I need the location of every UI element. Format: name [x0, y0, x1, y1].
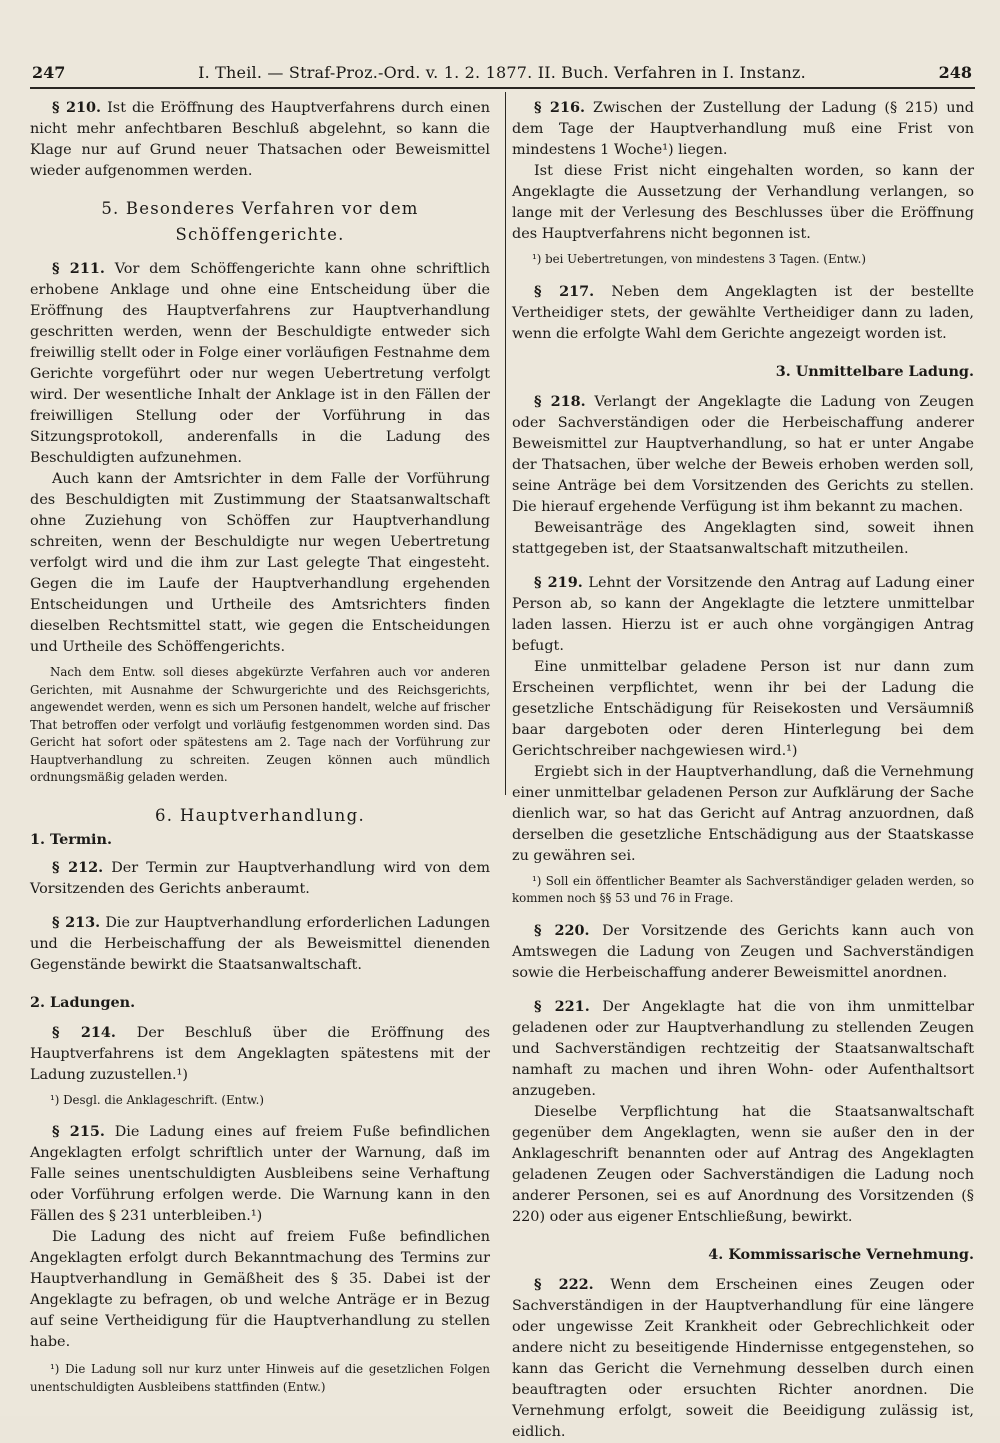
section-number: § 222.: [534, 1275, 594, 1293]
section-text: Die zur Hauptverhandlung erforderlichen Ladungen und die Herbeischaffung der als Beweismittel dienenden Gegenstände bewirkt die Staatsanwaltschaft.: [30, 914, 490, 973]
page-number-left: 247: [32, 63, 66, 82]
footnote-211: Nach dem Entw. soll dieses abgekürzte Verfahren auch vor anderen Gerichten, mit Ausnahme der Schwurgerichte und des Reichsgerichts, angewendet werden, wenn es sich um Personen handelt, welche auf frischer That betroffen oder verfolgt und vorläufig festgenommen worden sind. Das Gericht hat sofort oder spätestens am 2. Tage nach der Vorführung zur Hauptverhandlung zu schreiten. Zeugen können auch mündlich ordnungsmäßig geladen werden.: [30, 665, 490, 784]
section-220: [512, 920, 974, 984]
section-text: Vor dem Schöffengerichte kann ohne schriftlich erhobene Anklage und ohne eine Entscheidung über die Eröffnung des Hauptverfahrens zur Hauptverhandlung geschritten werden, wenn der Beschuldigte entweder sich freiwillig stellt oder in Folge einer vorläufigen Festnahme dem Gerichte vorgeführt oder nur wegen Uebertretung verfolgt wird. Der wesentliche Inhalt der Anklage ist in den Fällen der freiwilligen Stellung oder der Vorführung in das Sitzungsprotokoll, anderenfalls in die Ladung des Beschuldigten aufzunehmen.: [30, 261, 490, 466]
subheading-termin: 1. Termin.: [30, 830, 112, 848]
section-219-para3: Ergiebt sich in der Hauptverhandlung, daß die Vernehmung einer unmittelbar geladenen Person zur Aufklärung der Sache dienlich war, so hat das Gericht auf Antrag anzuordnen, daß derselben die gesetzliche Entschädigung aus der Staatskasse zu gewähren sei.: [512, 763, 974, 864]
section-number: § 217.: [534, 282, 595, 300]
section-222: [512, 1274, 974, 1443]
running-header: [32, 60, 972, 86]
section-text: Neben dem Angeklagten ist der bestellte Vertheidiger stets, der gewählte Vertheidiger dann zu laden, wenn die erfolgte Wahl dem Gerichte angezeigt worden ist.: [512, 283, 974, 342]
section-number: § 220.: [534, 921, 590, 939]
section-number: § 213.: [52, 913, 101, 931]
subheading-unmittelbare-ladung: 3. Unmittelbare Ladung.: [775, 362, 974, 380]
section-215-para2: Die Ladung des nicht auf freiem Fuße befindlichen Angeklagten erfolgt durch Bekanntmachung des Termins zur Hauptverhandlung in Gemäßheit des § 35. Dabei ist der Angeklagte zu befragen, ob und welche Anträge er in Bezug auf seine Vertheidigung für die Hauptverhandlung zu stellen habe.: [30, 1229, 490, 1350]
column-divider: [505, 92, 506, 795]
section-216-para2: Ist diese Frist nicht eingehalten worden, so kann der Angeklagte die Aussetzung der Verhandlung verlangen, so lange mit der Verlesung des Beschlusses über die Eröffnung des Hauptverfahrens nicht begonnen ist.: [512, 163, 974, 242]
right-column: [512, 97, 974, 1443]
section-text: Zwischen der Zustellung der Ladung (§ 215) und dem Tage der Hauptverhandlung muß eine Frist von mindestens 1 Woche¹) liegen.: [512, 100, 974, 158]
section-text: Ist die Eröffnung des Hauptverfahrens durch einen nicht mehr anfechtbaren Beschluß abgelehnt, so kann die Klage nur auf Grund neuer Thatsachen oder Beweismittel wieder aufgenommen werden.: [30, 100, 491, 179]
header-rule: [30, 87, 975, 89]
section-211-para2: Auch kann der Amtsrichter in dem Falle der Vorführung des Beschuldigten mit Zustimmung der Staatsanwaltschaft ohne Zuziehung von Schöffen zur Hauptverhandlung schreiten, wenn der Beschuldigte nur wegen Uebertretung verfolgt wird und die ihm zur Last gelegte That eingesteht. Gegen die im Laufe der Hauptverhandlung ergehenden Entscheidungen und Urtheile des Amtsrichters finden dieselben Rechtsmittel statt, wie gegen die Entscheidungen und Urtheile des Schöffengerichts.: [30, 471, 490, 655]
footnote-215: ¹) Die Ladung soll nur kurz unter Hinweis auf die gesetzlichen Folgen unentschuldigten Ausbleibens stattfinden (Entw.): [30, 1362, 490, 1394]
section-number: § 216.: [534, 99, 585, 116]
subheading-kommissarische-vernehmung: 4. Kommissarische Vernehmung.: [708, 1245, 974, 1263]
section-number: § 211.: [52, 260, 105, 277]
heading-5-line1: 5. Besonderes Verfahren vor dem: [101, 199, 419, 218]
section-number: § 210.: [52, 99, 102, 116]
section-text: Lehnt der Vorsitzende den Antrag auf Ladung einer Person ab, so kann der Angeklagte die letztere unmittelbar laden lassen. Hierzu ist er auch ohne vorgängigen Antrag befugt.: [512, 574, 974, 654]
section-211: [30, 258, 490, 469]
section-216: [512, 97, 974, 161]
section-218-para2: Beweisanträge des Angeklagten sind, soweit ihnen stattgegeben ist, der Staatsanwaltschaft mitzutheilen.: [512, 519, 974, 557]
subheading-ladungen: 2. Ladungen.: [30, 993, 136, 1011]
section-221: [512, 996, 974, 1102]
footnote-219: ¹) Soll ein öffentlicher Beamter als Sachverständiger geladen werden, so kommen noch §§ 53 und 76 in Frage.: [512, 873, 974, 905]
heading-5-line2: Schöffengerichte.: [175, 225, 345, 244]
section-text: Der Angeklagte hat die von ihm unmittelbar geladenen oder zur Hauptverhandlung zu stellenden Zeugen und Sachverständigen rechtzeitig der Staatsanwaltschaft namhaft zu machen und ihren Wohn- oder Aufenthaltsort anzugeben.: [512, 998, 974, 1099]
heading-6: 6. Hauptverhandlung.: [155, 805, 365, 825]
section-221-para2: Dieselbe Verpflichtung hat die Staatsanwaltschaft gegenüber dem Angeklagten, wenn sie außer den in der Anklageschrift benannten oder auf Antrag des Angeklagten geladenen Zeugen oder Sachverständigen die Ladung noch anderer Personen, sei es auf Anordnung des Vorsitzenden (§ 220) oder aus eigener Entschließung, bewirkt.: [512, 1103, 974, 1225]
running-title: I. Theil. — Straf-Proz.-Ord. v. 1. 2. 1877. II. Buch. Verfahren in I. Instanz.: [198, 63, 806, 82]
section-219: [512, 572, 974, 657]
section-text: Die Ladung eines auf freiem Fuße befindlichen Angeklagten erfolgt schriftlich unter der Warnung, daß im Falle seines unentschuldigten Ausbleibens seine Verhaftung oder Vorführung erfolgen werde. Die Warnung kann in den Fällen des § 231 unterbleiben.¹): [30, 1124, 491, 1224]
heading-5: [30, 196, 490, 248]
section-215: [30, 1121, 490, 1227]
section-number: § 221.: [534, 997, 590, 1015]
section-number: § 214.: [52, 1023, 116, 1041]
footnote-216: ¹) bei Uebertretungen, von mindestens 3 Tagen. (Entw.): [532, 252, 867, 266]
footnote-214: ¹) Desgl. die Anklageschrift. (Entw.): [50, 1092, 264, 1107]
section-text: Wenn dem Erscheinen eines Zeugen oder Sachverständigen in der Hauptverhandlung für eine längere oder ungewisse Zeit Krankheit oder Gebrechlichkeit oder andere nicht zu beseitigende Hindernisse entgegenstehen, so kann das Gericht die Vernehmung desselben durch einen beauftragten oder ersuchten Richter anordnen. Die Vernehmung erfolgt, soweit die Beeidigung zulässig ist, eidlich.: [512, 1276, 975, 1440]
section-number: § 219.: [534, 573, 583, 591]
page-number-right: 248: [938, 63, 972, 82]
section-214: [30, 1022, 490, 1086]
section-210: [30, 97, 490, 182]
section-213: [30, 912, 490, 976]
section-text: Verlangt der Angeklagte die Ladung von Zeugen oder Sachverständigen oder die Herbeischaffung anderer Beweismittel zur Hauptverhandlung, so hat er unter Angabe der Thatsachen, über welche der Beweis erhoben werden soll, seine Anträge bei dem Vorsitzenden des Gerichts zu stellen. Die hierauf ergehende Verfügung ist ihm bekannt zu machen.: [512, 393, 974, 515]
section-218: [512, 391, 974, 518]
left-column: [30, 97, 490, 1396]
section-219-para2: Eine unmittelbar geladene Person ist nur dann zum Erscheinen verpflichtet, wenn ihr bei der Ladung die gesetzliche Entschädigung für Reisekosten und Versäumniß baar dargeboten oder deren Hinterlegung bei dem Gerichtschreiber nachgewiesen wird.¹): [512, 658, 974, 759]
section-text: Der Vorsitzende des Gerichts kann auch von Amtswegen die Ladung von Zeugen und Sachverständigen sowie die Herbeischaffung anderer Beweismittel anordnen.: [512, 922, 974, 981]
section-number: § 215.: [52, 1123, 105, 1140]
section-number: § 218.: [534, 392, 586, 410]
section-text: Der Termin zur Hauptverhandlung wird von dem Vorsitzenden des Gerichts anberaumt.: [30, 859, 491, 897]
section-number: § 212.: [52, 858, 104, 876]
section-212: [30, 857, 490, 900]
section-text: Der Beschluß über die Eröffnung des Hauptverfahrens ist dem Angeklagten spätestens mit der Ladung zuzustellen.¹): [30, 1024, 490, 1083]
section-217: [512, 281, 974, 345]
